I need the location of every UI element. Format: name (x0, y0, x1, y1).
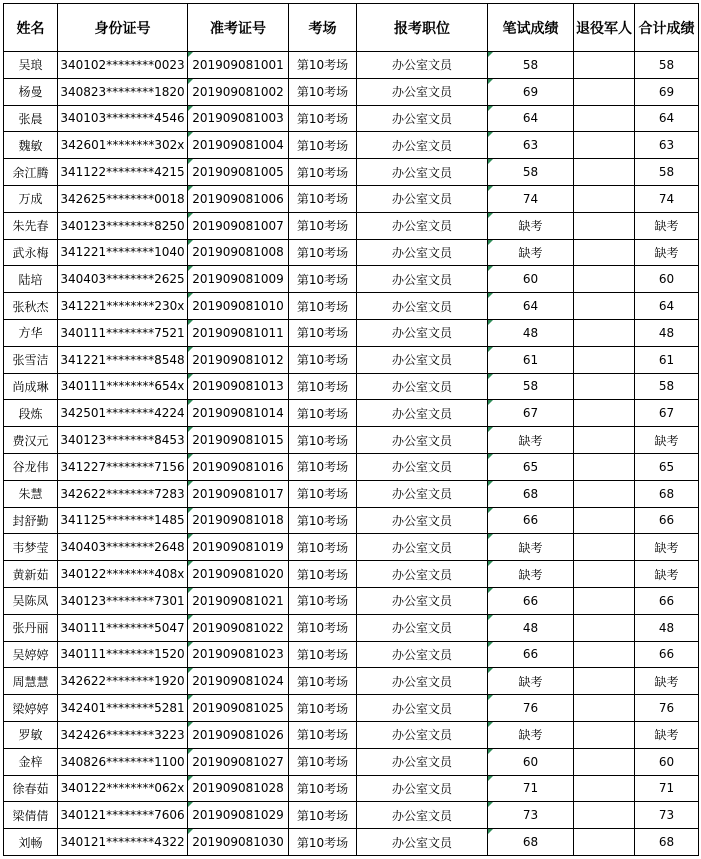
cell-written-score: 缺考 (488, 668, 574, 695)
cell-total-score: 缺考 (635, 561, 699, 588)
cell-exam-number: 201909081025 (188, 695, 289, 722)
cell-name: 刘畅 (4, 829, 58, 856)
cell-exam-number: 201909081009 (188, 266, 289, 293)
cell-name: 韦梦莹 (4, 534, 58, 561)
table-row (4, 373, 699, 400)
header-exam-room: 考场 (289, 4, 357, 52)
cell-exam-number: 201909081017 (188, 480, 289, 507)
cell-position: 办公室文员 (357, 802, 488, 829)
cell-exam-room: 第10考场 (289, 614, 357, 641)
cell-exam-room: 第10考场 (289, 185, 357, 212)
cell-total-score: 63 (635, 132, 699, 159)
cell-position: 办公室文员 (357, 346, 488, 373)
cell-exam-number: 201909081005 (188, 159, 289, 186)
cell-exam-room: 第10考场 (289, 52, 357, 79)
cell-written-score: 64 (488, 293, 574, 320)
cell-position: 办公室文员 (357, 132, 488, 159)
cell-veteran (574, 132, 635, 159)
cell-veteran (574, 239, 635, 266)
cell-position: 办公室文员 (357, 185, 488, 212)
table-row (4, 105, 699, 132)
cell-total-score: 缺考 (635, 668, 699, 695)
cell-name: 谷龙伟 (4, 453, 58, 480)
cell-exam-room: 第10考场 (289, 721, 357, 748)
table-row (4, 266, 699, 293)
table-row (4, 185, 699, 212)
cell-position: 办公室文员 (357, 293, 488, 320)
table-row (4, 534, 699, 561)
cell-exam-number: 201909081001 (188, 52, 289, 79)
cell-id-number: 341227********7156 (58, 453, 188, 480)
cell-total-score: 64 (635, 105, 699, 132)
header-id-number: 身份证号 (58, 4, 188, 52)
cell-veteran (574, 293, 635, 320)
cell-exam-room: 第10考场 (289, 802, 357, 829)
cell-id-number: 340103********4546 (58, 105, 188, 132)
cell-id-number: 340111********1520 (58, 641, 188, 668)
header-total-score: 合计成绩 (635, 4, 699, 52)
cell-exam-number: 201909081015 (188, 427, 289, 454)
cell-written-score: 68 (488, 480, 574, 507)
cell-exam-number: 201909081012 (188, 346, 289, 373)
table-row (4, 829, 699, 856)
cell-id-number: 342601********302x (58, 132, 188, 159)
cell-total-score: 68 (635, 480, 699, 507)
cell-written-score: 74 (488, 185, 574, 212)
cell-position: 办公室文员 (357, 534, 488, 561)
cell-name: 万成 (4, 185, 58, 212)
cell-id-number: 340823********1820 (58, 78, 188, 105)
cell-veteran (574, 668, 635, 695)
cell-total-score: 65 (635, 453, 699, 480)
table-row (4, 748, 699, 775)
cell-veteran (574, 453, 635, 480)
cell-exam-room: 第10考场 (289, 748, 357, 775)
cell-exam-number: 201909081006 (188, 185, 289, 212)
cell-position: 办公室文员 (357, 319, 488, 346)
cell-total-score: 66 (635, 587, 699, 614)
cell-position: 办公室文员 (357, 427, 488, 454)
cell-veteran (574, 695, 635, 722)
cell-veteran (574, 78, 635, 105)
cell-exam-number: 201909081023 (188, 641, 289, 668)
cell-exam-room: 第10考场 (289, 159, 357, 186)
cell-exam-number: 201909081018 (188, 507, 289, 534)
cell-written-score: 58 (488, 159, 574, 186)
cell-name: 魏敏 (4, 132, 58, 159)
table-row (4, 212, 699, 239)
cell-written-score: 60 (488, 748, 574, 775)
cell-exam-number: 201909081029 (188, 802, 289, 829)
cell-exam-number: 201909081026 (188, 721, 289, 748)
table-row (4, 480, 699, 507)
cell-position: 办公室文员 (357, 105, 488, 132)
cell-exam-number: 201909081013 (188, 373, 289, 400)
cell-veteran (574, 400, 635, 427)
cell-total-score: 74 (635, 185, 699, 212)
cell-id-number: 342401********5281 (58, 695, 188, 722)
cell-position: 办公室文员 (357, 78, 488, 105)
cell-id-number: 340111********5047 (58, 614, 188, 641)
cell-id-number: 340403********2625 (58, 266, 188, 293)
table-row (4, 400, 699, 427)
cell-name: 吴琅 (4, 52, 58, 79)
table-row (4, 427, 699, 454)
cell-veteran (574, 748, 635, 775)
cell-veteran (574, 507, 635, 534)
table-row (4, 668, 699, 695)
cell-exam-number: 201909081021 (188, 587, 289, 614)
header-veteran: 退役军人 (574, 4, 635, 52)
cell-exam-room: 第10考场 (289, 78, 357, 105)
cell-exam-room: 第10考场 (289, 829, 357, 856)
cell-written-score: 64 (488, 105, 574, 132)
cell-id-number: 341122********4215 (58, 159, 188, 186)
cell-written-score: 58 (488, 373, 574, 400)
cell-exam-room: 第10考场 (289, 668, 357, 695)
cell-total-score: 66 (635, 641, 699, 668)
cell-id-number: 342622********1920 (58, 668, 188, 695)
cell-veteran (574, 159, 635, 186)
cell-position: 办公室文员 (357, 721, 488, 748)
table-row (4, 346, 699, 373)
cell-written-score: 58 (488, 52, 574, 79)
cell-exam-number: 201909081016 (188, 453, 289, 480)
cell-veteran (574, 480, 635, 507)
cell-total-score: 缺考 (635, 534, 699, 561)
table-row (4, 293, 699, 320)
cell-id-number: 341125********1485 (58, 507, 188, 534)
cell-veteran (574, 775, 635, 802)
cell-written-score: 71 (488, 775, 574, 802)
cell-name: 朱先春 (4, 212, 58, 239)
cell-total-score: 61 (635, 346, 699, 373)
table-row (4, 802, 699, 829)
cell-id-number: 341221********1040 (58, 239, 188, 266)
cell-total-score: 66 (635, 507, 699, 534)
cell-position: 办公室文员 (357, 775, 488, 802)
cell-written-score: 缺考 (488, 534, 574, 561)
cell-written-score: 63 (488, 132, 574, 159)
cell-exam-room: 第10考场 (289, 534, 357, 561)
cell-name: 张丹丽 (4, 614, 58, 641)
cell-veteran (574, 614, 635, 641)
cell-written-score: 缺考 (488, 212, 574, 239)
cell-exam-number: 201909081024 (188, 668, 289, 695)
cell-total-score: 69 (635, 78, 699, 105)
table-row (4, 52, 699, 79)
cell-total-score: 64 (635, 293, 699, 320)
cell-veteran (574, 346, 635, 373)
cell-exam-number: 201909081027 (188, 748, 289, 775)
cell-written-score: 48 (488, 319, 574, 346)
table-row (4, 78, 699, 105)
cell-exam-room: 第10考场 (289, 587, 357, 614)
cell-exam-room: 第10考场 (289, 373, 357, 400)
cell-position: 办公室文员 (357, 400, 488, 427)
cell-id-number: 340123********8250 (58, 212, 188, 239)
cell-exam-number: 201909081003 (188, 105, 289, 132)
cell-total-score: 58 (635, 373, 699, 400)
cell-total-score: 76 (635, 695, 699, 722)
cell-written-score: 69 (488, 78, 574, 105)
table-body (4, 52, 699, 856)
cell-written-score: 缺考 (488, 721, 574, 748)
cell-written-score: 66 (488, 641, 574, 668)
table-row (4, 614, 699, 641)
cell-exam-room: 第10考场 (289, 561, 357, 588)
cell-total-score: 58 (635, 52, 699, 79)
cell-total-score: 缺考 (635, 239, 699, 266)
cell-position: 办公室文员 (357, 587, 488, 614)
cell-exam-room: 第10考场 (289, 346, 357, 373)
cell-written-score: 66 (488, 507, 574, 534)
cell-position: 办公室文员 (357, 373, 488, 400)
cell-position: 办公室文员 (357, 748, 488, 775)
cell-veteran (574, 266, 635, 293)
cell-name: 尚成琳 (4, 373, 58, 400)
cell-total-score: 73 (635, 802, 699, 829)
header-name: 姓名 (4, 4, 58, 52)
cell-name: 张晨 (4, 105, 58, 132)
cell-exam-room: 第10考场 (289, 641, 357, 668)
table-row (4, 453, 699, 480)
cell-id-number: 340403********2648 (58, 534, 188, 561)
cell-name: 武永梅 (4, 239, 58, 266)
header-written-score: 笔试成绩 (488, 4, 574, 52)
cell-name: 陆培 (4, 266, 58, 293)
cell-name: 黄新茹 (4, 561, 58, 588)
cell-veteran (574, 587, 635, 614)
cell-id-number: 340123********7301 (58, 587, 188, 614)
cell-id-number: 342501********4224 (58, 400, 188, 427)
table-row (4, 159, 699, 186)
cell-id-number: 340111********654x (58, 373, 188, 400)
header-position: 报考职位 (357, 4, 488, 52)
cell-total-score: 68 (635, 829, 699, 856)
cell-name: 罗敏 (4, 721, 58, 748)
cell-id-number: 340826********1100 (58, 748, 188, 775)
cell-exam-room: 第10考场 (289, 266, 357, 293)
cell-veteran (574, 373, 635, 400)
cell-written-score: 76 (488, 695, 574, 722)
cell-name: 梁倩倩 (4, 802, 58, 829)
cell-veteran (574, 641, 635, 668)
table-row (4, 319, 699, 346)
cell-written-score: 65 (488, 453, 574, 480)
table-row (4, 132, 699, 159)
cell-total-score: 71 (635, 775, 699, 802)
cell-total-score: 48 (635, 319, 699, 346)
cell-written-score: 缺考 (488, 427, 574, 454)
cell-veteran (574, 534, 635, 561)
cell-id-number: 342625********0018 (58, 185, 188, 212)
cell-veteran (574, 319, 635, 346)
cell-veteran (574, 802, 635, 829)
cell-name: 吴陈凤 (4, 587, 58, 614)
cell-exam-number: 201909081010 (188, 293, 289, 320)
cell-exam-number: 201909081014 (188, 400, 289, 427)
cell-veteran (574, 105, 635, 132)
cell-veteran (574, 185, 635, 212)
cell-name: 费汉元 (4, 427, 58, 454)
cell-position: 办公室文员 (357, 453, 488, 480)
cell-exam-number: 201909081004 (188, 132, 289, 159)
header-row (4, 4, 699, 52)
cell-written-score: 48 (488, 614, 574, 641)
cell-total-score: 58 (635, 159, 699, 186)
header-exam-number: 准考证号 (188, 4, 289, 52)
cell-exam-room: 第10考场 (289, 132, 357, 159)
cell-id-number: 340122********062x (58, 775, 188, 802)
cell-exam-number: 201909081008 (188, 239, 289, 266)
cell-exam-room: 第10考场 (289, 400, 357, 427)
cell-exam-number: 201909081020 (188, 561, 289, 588)
score-table (3, 3, 699, 856)
cell-position: 办公室文员 (357, 561, 488, 588)
cell-name: 徐春茹 (4, 775, 58, 802)
cell-position: 办公室文员 (357, 641, 488, 668)
cell-id-number: 340102********0023 (58, 52, 188, 79)
cell-total-score: 60 (635, 748, 699, 775)
cell-written-score: 缺考 (488, 239, 574, 266)
cell-name: 朱慧 (4, 480, 58, 507)
cell-exam-number: 201909081002 (188, 78, 289, 105)
cell-id-number: 340121********4322 (58, 829, 188, 856)
cell-exam-room: 第10考场 (289, 239, 357, 266)
cell-written-score: 61 (488, 346, 574, 373)
table-row (4, 561, 699, 588)
cell-exam-number: 201909081011 (188, 319, 289, 346)
cell-id-number: 341221********8548 (58, 346, 188, 373)
cell-veteran (574, 829, 635, 856)
cell-name: 封舒勤 (4, 507, 58, 534)
table-row (4, 507, 699, 534)
cell-name: 梁婷婷 (4, 695, 58, 722)
cell-position: 办公室文员 (357, 507, 488, 534)
cell-exam-room: 第10考场 (289, 319, 357, 346)
cell-position: 办公室文员 (357, 266, 488, 293)
cell-total-score: 48 (635, 614, 699, 641)
cell-position: 办公室文员 (357, 695, 488, 722)
cell-position: 办公室文员 (357, 239, 488, 266)
table-row (4, 721, 699, 748)
cell-id-number: 340123********8453 (58, 427, 188, 454)
cell-name: 张秋杰 (4, 293, 58, 320)
cell-position: 办公室文员 (357, 668, 488, 695)
cell-exam-number: 201909081028 (188, 775, 289, 802)
cell-written-score: 67 (488, 400, 574, 427)
cell-veteran (574, 427, 635, 454)
cell-id-number: 340122********408x (58, 561, 188, 588)
cell-total-score: 缺考 (635, 427, 699, 454)
cell-total-score: 缺考 (635, 721, 699, 748)
cell-position: 办公室文员 (357, 480, 488, 507)
cell-exam-room: 第10考场 (289, 453, 357, 480)
cell-position: 办公室文员 (357, 614, 488, 641)
cell-written-score: 68 (488, 829, 574, 856)
cell-total-score: 缺考 (635, 212, 699, 239)
cell-exam-room: 第10考场 (289, 212, 357, 239)
cell-exam-room: 第10考场 (289, 293, 357, 320)
cell-id-number: 340111********7521 (58, 319, 188, 346)
cell-veteran (574, 721, 635, 748)
cell-id-number: 341221********230x (58, 293, 188, 320)
cell-position: 办公室文员 (357, 52, 488, 79)
cell-exam-number: 201909081007 (188, 212, 289, 239)
cell-name: 吴婷婷 (4, 641, 58, 668)
table-row (4, 641, 699, 668)
cell-id-number: 342622********7283 (58, 480, 188, 507)
table-row (4, 775, 699, 802)
cell-name: 周慧慧 (4, 668, 58, 695)
table-row (4, 695, 699, 722)
cell-exam-number: 201909081030 (188, 829, 289, 856)
cell-total-score: 60 (635, 266, 699, 293)
cell-written-score: 73 (488, 802, 574, 829)
cell-id-number: 340121********7606 (58, 802, 188, 829)
table-row (4, 239, 699, 266)
cell-written-score: 66 (488, 587, 574, 614)
cell-veteran (574, 212, 635, 239)
cell-position: 办公室文员 (357, 829, 488, 856)
cell-name: 余江腾 (4, 159, 58, 186)
cell-exam-number: 201909081019 (188, 534, 289, 561)
cell-exam-number: 201909081022 (188, 614, 289, 641)
cell-position: 办公室文员 (357, 159, 488, 186)
cell-exam-room: 第10考场 (289, 507, 357, 534)
cell-veteran (574, 561, 635, 588)
cell-exam-room: 第10考场 (289, 695, 357, 722)
cell-veteran (574, 52, 635, 79)
cell-exam-room: 第10考场 (289, 480, 357, 507)
cell-written-score: 60 (488, 266, 574, 293)
table-row (4, 587, 699, 614)
cell-exam-room: 第10考场 (289, 105, 357, 132)
cell-position: 办公室文员 (357, 212, 488, 239)
cell-exam-room: 第10考场 (289, 427, 357, 454)
cell-total-score: 67 (635, 400, 699, 427)
cell-name: 金梓 (4, 748, 58, 775)
cell-name: 方华 (4, 319, 58, 346)
cell-written-score: 缺考 (488, 561, 574, 588)
cell-exam-room: 第10考场 (289, 775, 357, 802)
cell-name: 杨曼 (4, 78, 58, 105)
cell-name: 段炼 (4, 400, 58, 427)
cell-id-number: 342426********3223 (58, 721, 188, 748)
cell-name: 张雪洁 (4, 346, 58, 373)
